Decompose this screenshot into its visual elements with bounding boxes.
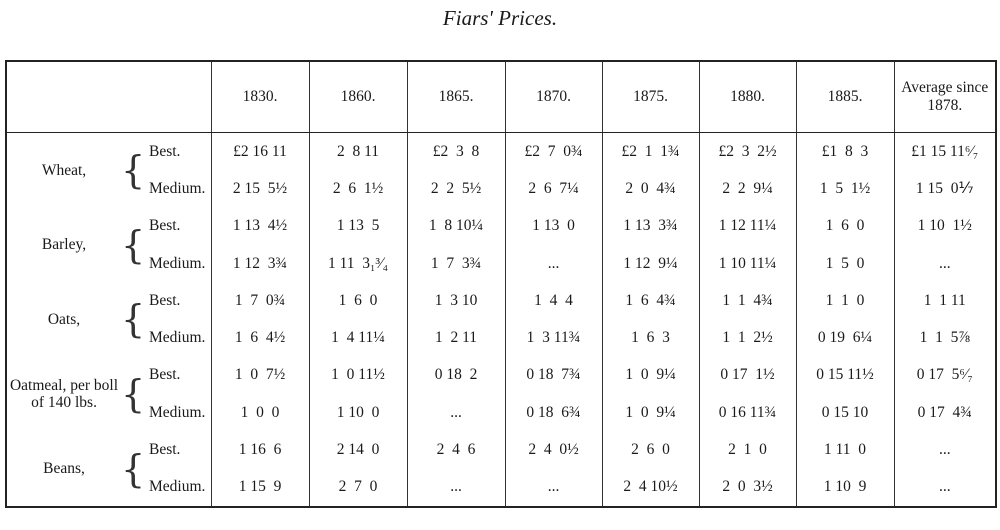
grade-label: Best.: [149, 217, 181, 235]
price-cell: 1 0 9¼: [602, 357, 699, 394]
grain-label: Barley,: [6, 208, 121, 283]
price-cell: 1 6 4¾: [602, 282, 699, 319]
grade-label: Best.: [149, 366, 181, 384]
price-cell: 1 13 0: [505, 208, 602, 245]
price-cell: ...: [505, 469, 602, 507]
price-cell: £2 3 2½: [699, 133, 796, 171]
price-cell: 1 15 9: [211, 469, 309, 507]
price-cell: 1 8 10¼: [407, 208, 505, 245]
price-cell: 0 17 1½: [699, 357, 796, 394]
price-cell: 2 0 4¾: [602, 170, 699, 207]
column-header: 1860.: [309, 61, 407, 133]
price-cell: 1 1 0: [796, 282, 894, 319]
price-cell: 1 12 9¼: [602, 245, 699, 282]
price-cell: 1 1 2½: [699, 319, 796, 356]
column-header: 1875.: [602, 61, 699, 133]
price-cell: 1 7 3¾: [407, 245, 505, 282]
price-cell: 1 3 11¾: [505, 319, 602, 356]
header-blank-cell: [6, 61, 211, 133]
price-cell: 0 15 11½: [796, 357, 894, 394]
table-row: [6, 357, 996, 394]
price-cell: 2 0 3½: [699, 469, 796, 507]
table-row: [6, 245, 996, 282]
price-cell: 1 10 11¼: [699, 245, 796, 282]
price-cell: 2 2 9¼: [699, 170, 796, 207]
fiars-prices-table: [5, 60, 997, 508]
table-row: [6, 170, 996, 207]
price-cell: 2 4 0½: [505, 431, 602, 468]
page-title: Fiars' Prices.: [442, 6, 558, 30]
price-cell: 2 6 7¼: [505, 170, 602, 207]
table-row: [6, 133, 996, 171]
price-cell: 1 7 0¾: [211, 282, 309, 319]
price-cell: 2 14 0: [309, 431, 407, 468]
price-cell: £2 1 1¾: [602, 133, 699, 171]
price-cell: ...: [407, 469, 505, 507]
price-cell: 1 11 0: [796, 431, 894, 468]
price-cell: 0 17 5⁶⁄₇: [894, 357, 996, 394]
brace-icon: {: [121, 431, 143, 507]
brace-icon: {: [121, 372, 146, 417]
grain-label: Oats,: [6, 282, 121, 357]
price-cell: 0 17 4¾: [894, 394, 996, 431]
price-cell: £2 7 0¾: [505, 133, 602, 171]
price-cell: 1 6 0: [796, 208, 894, 245]
price-cell: 1 5 0: [796, 245, 894, 282]
price-cell: 1 2 11: [407, 319, 505, 356]
price-cell: 2 2 5½: [407, 170, 505, 207]
price-cell: 1 13 5: [309, 208, 407, 245]
price-cell: 1 15 0⅐: [894, 170, 996, 207]
grain-label: Beans,: [6, 431, 121, 507]
price-cell: ...: [894, 245, 996, 282]
price-cell: 1 3 10: [407, 282, 505, 319]
price-cell: 0 18 7¾: [505, 357, 602, 394]
price-cell: 1 10 9: [796, 469, 894, 507]
grade-label: Medium.: [149, 254, 206, 272]
table-row: [6, 469, 996, 507]
table-row: [6, 431, 996, 468]
grade-label: Best.: [149, 291, 181, 309]
price-cell: 1 0 9¼: [602, 394, 699, 431]
price-cell: 1 6 4½: [211, 319, 309, 356]
price-cell: 2 4 10½: [602, 469, 699, 507]
price-cell: 1 4 11¼: [309, 319, 407, 356]
price-cell: 2 4 6: [407, 431, 505, 468]
column-header: 1885.: [796, 61, 894, 133]
grade-label: Medium.: [149, 179, 206, 197]
price-cell: 0 15 10: [796, 394, 894, 431]
price-cell: 1 4 4: [505, 282, 602, 319]
column-header-average: Average since 1878.: [894, 61, 996, 133]
brace-icon: {: [121, 297, 146, 342]
grade-label: Best.: [149, 440, 181, 458]
price-cell: ...: [505, 245, 602, 282]
price-cell: 1 6 3: [602, 319, 699, 356]
brace-icon: {: [121, 148, 146, 193]
column-header: 1880.: [699, 61, 796, 133]
price-cell: 2 8 11: [309, 133, 407, 171]
column-header: 1830.: [211, 61, 309, 133]
price-cell: 2 6 1½: [309, 170, 407, 207]
grade-label: Medium.: [149, 403, 206, 421]
price-cell: 1 0 7½: [211, 357, 309, 394]
price-cell: 1 1 4¾: [699, 282, 796, 319]
price-cell: 1 12 3¾: [211, 245, 309, 282]
price-cell: 0 16 11¾: [699, 394, 796, 431]
price-cell: 2 7 0: [309, 469, 407, 507]
price-cell: £1 8 3: [796, 133, 894, 171]
price-cell: 0 19 6¼: [796, 319, 894, 356]
price-cell: ...: [894, 431, 996, 468]
table-row: [6, 208, 996, 245]
price-cell: 1 10 1½: [894, 208, 996, 245]
price-cell: ...: [407, 394, 505, 431]
table-row: [6, 282, 996, 319]
table-row: [6, 319, 996, 356]
price-cell: ...: [894, 469, 996, 507]
price-cell: 2 6 0: [602, 431, 699, 468]
price-cell: 1 0 11½: [309, 357, 407, 394]
price-cell: 1 11 3₁³⁄₄: [309, 245, 407, 282]
price-cell: 1 6 0: [309, 282, 407, 319]
price-cell: 1 10 0: [309, 394, 407, 431]
price-cell: 1 13 3¾: [602, 208, 699, 245]
header-row: [6, 61, 996, 133]
price-cell: 1 1 11: [894, 282, 996, 319]
price-cell: 1 13 4½: [211, 208, 309, 245]
grade-label: Best.: [149, 142, 181, 160]
grade-label: Medium.: [149, 329, 206, 347]
price-cell: 1 1 5⅞: [894, 319, 996, 356]
price-cell: 1 0 0: [211, 394, 309, 431]
price-cell: 0 18 6¾: [505, 394, 602, 431]
price-cell: 2 15 5½: [211, 170, 309, 207]
table-row: [6, 394, 996, 431]
column-header: 1870.: [505, 61, 602, 133]
price-cell: 2 1 0: [699, 431, 796, 468]
price-cell: £1 15 11⁶⁄₇: [894, 133, 996, 171]
column-header: 1865.: [407, 61, 505, 133]
grain-label: Wheat,: [6, 133, 121, 208]
grade-label: Medium.: [143, 469, 211, 507]
price-cell: £2 16 11: [211, 133, 309, 171]
price-cell: £2 3 8: [407, 133, 505, 171]
price-cell: 1 16 6: [211, 431, 309, 468]
grain-label: Oatmeal, per boll of 140 lbs.: [6, 357, 121, 432]
price-cell: 1 5 1½: [796, 170, 894, 207]
price-cell: 1 12 11¼: [699, 208, 796, 245]
price-cell: 0 18 2: [407, 357, 505, 394]
brace-icon: {: [121, 222, 146, 267]
